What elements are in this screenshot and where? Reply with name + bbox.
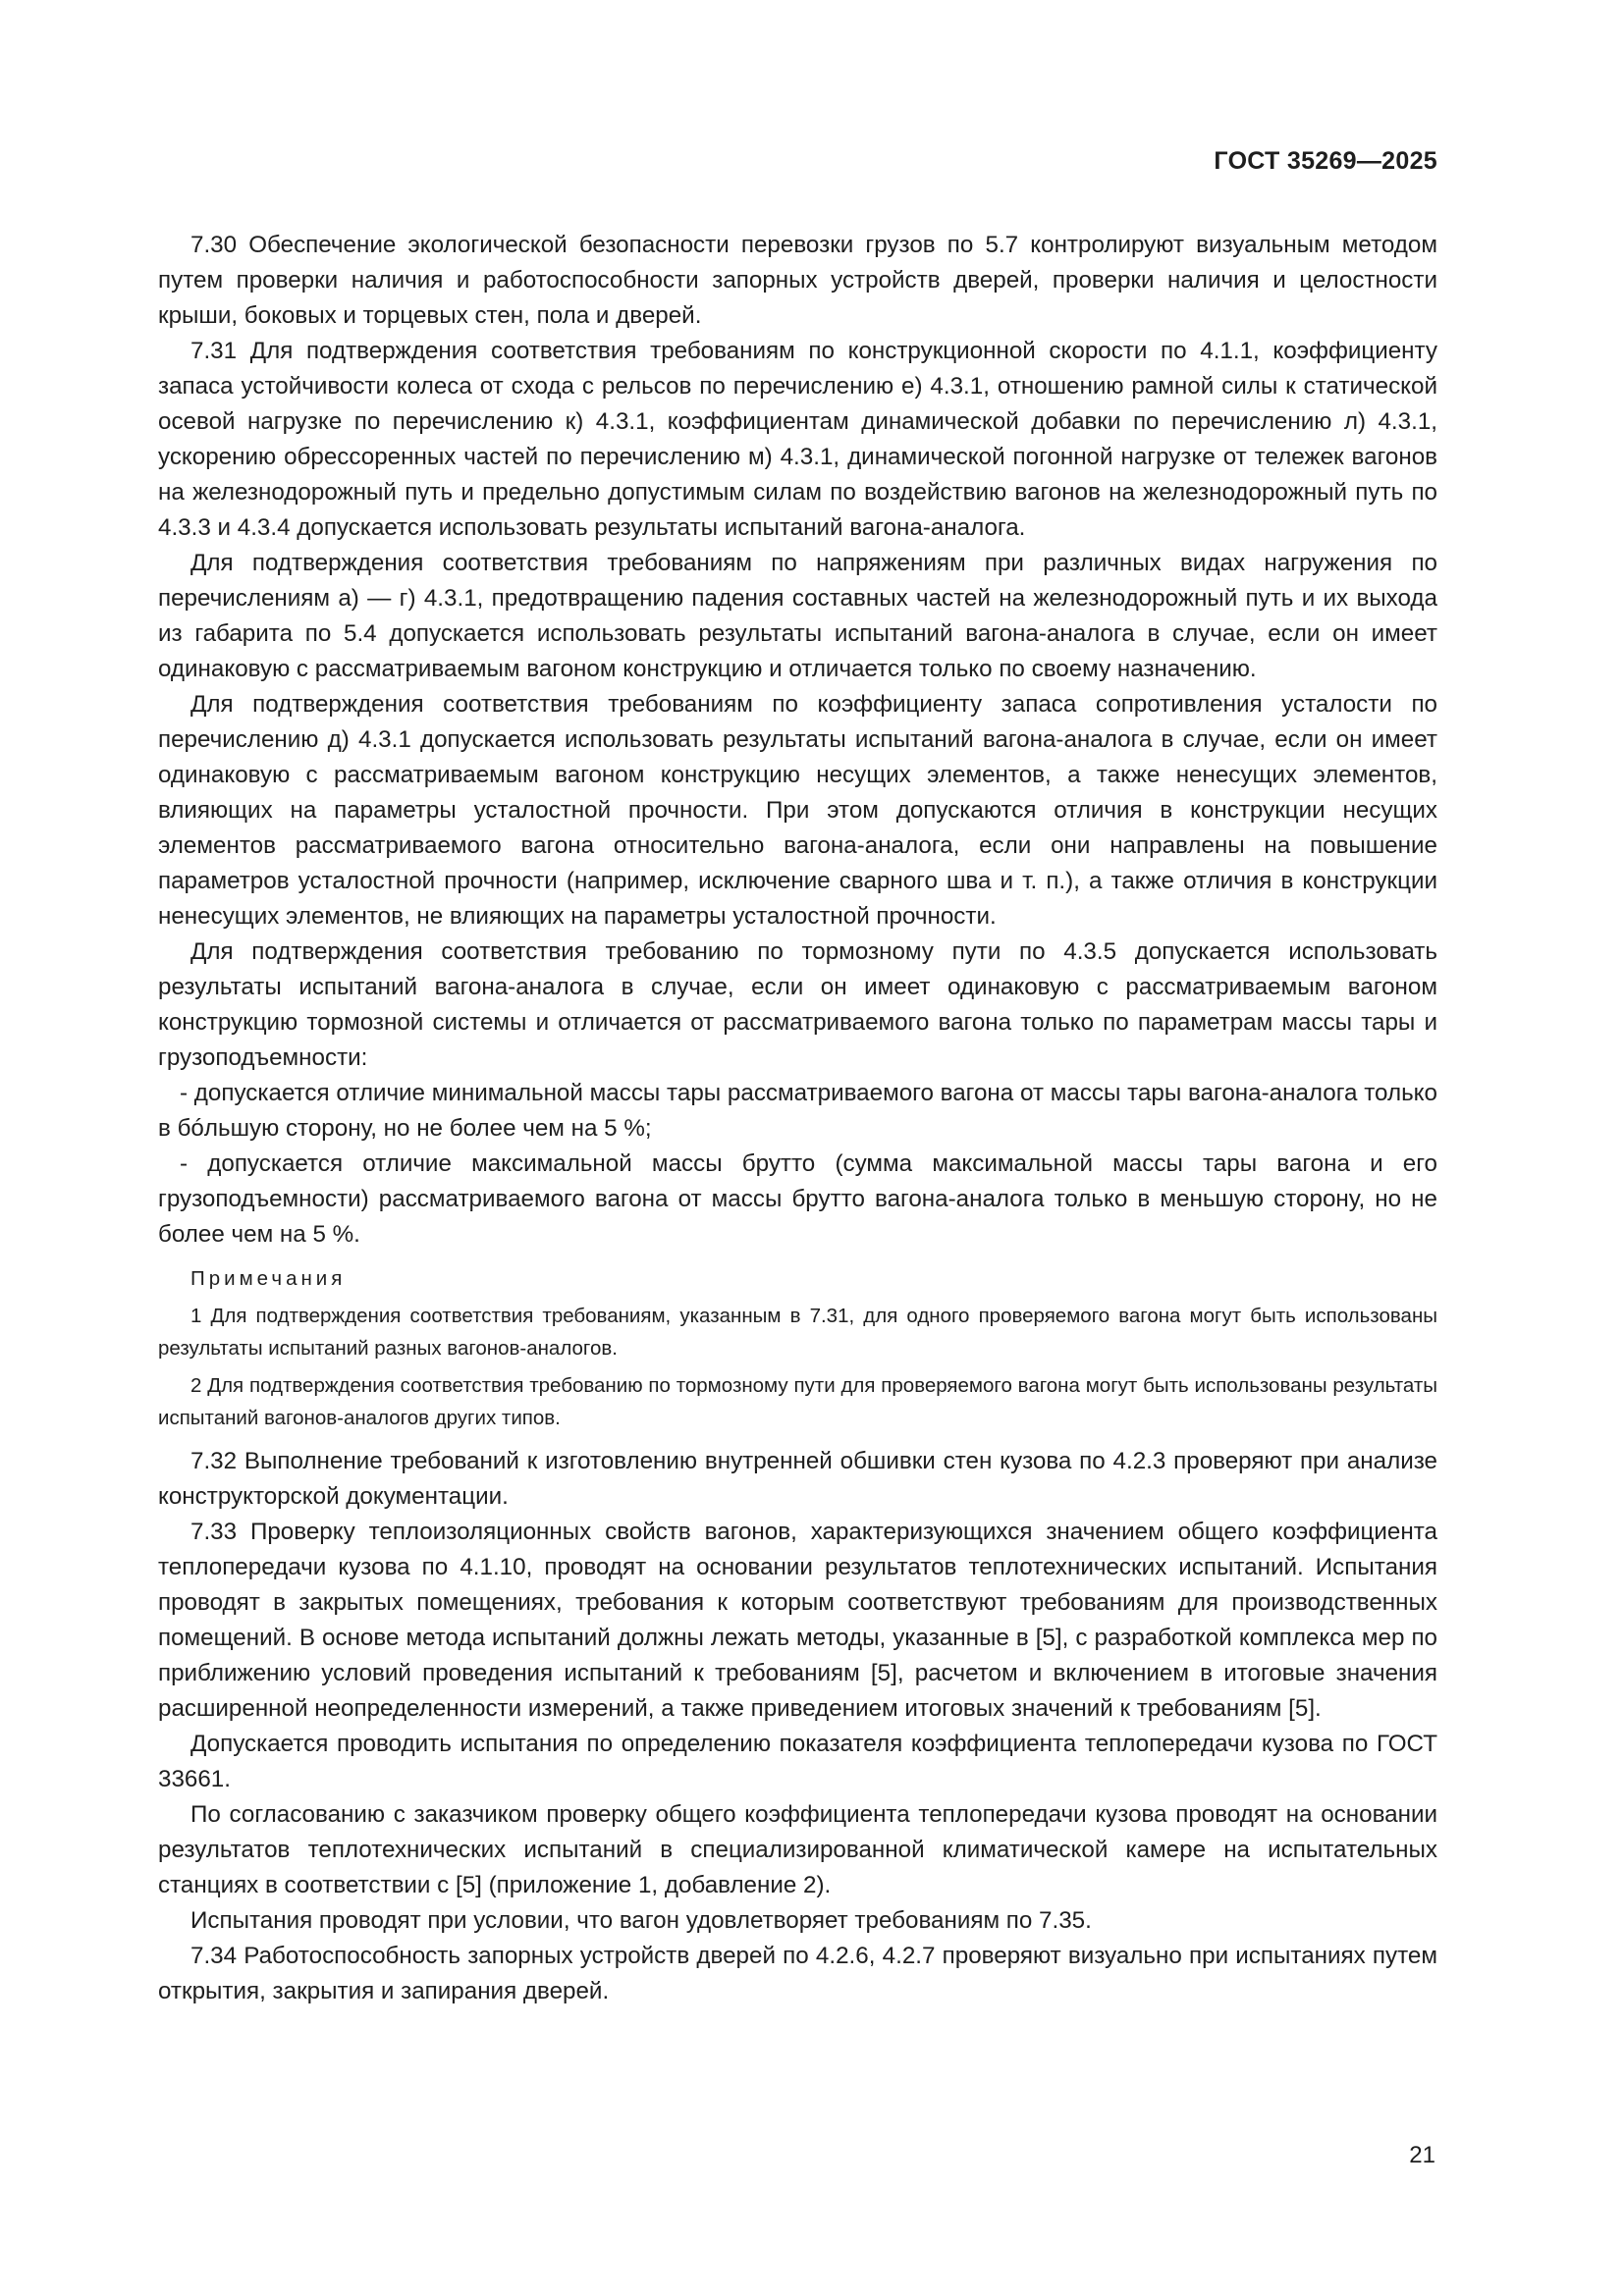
note-1: 1 Для подтверждения соответствия требованиям, указанным в 7.31, для одного проверяемого вагона могут быть использованы результаты испытаний разных вагонов-аналогов. bbox=[158, 1305, 1437, 1360]
document-code: ГОСТ 35269—2025 bbox=[1214, 147, 1437, 175]
list-item-tare-mass: - допускается отличие минимальной массы тары рассматриваемого вагона от массы тары вагона-аналога только в бóльшую сторону, но не более чем на 5 %; bbox=[158, 1080, 1437, 1142]
paragraph-7-33: 7.33 Проверку теплоизоляционных свойств вагонов, характеризующихся значением общего коэффициента теплопередачи кузова по 4.1.10, проводят на основании результатов теплотехнических испытаний. Испытания проводят в закрытых помещениях, требования к которым соответствуют требованиям для производственных помещений. В основе метода испытаний должны лежать методы, указанные в [5], с разработкой комплекса мер по приближению условий проведения испытаний к требованиям [5], расчетом и включением в итоговые значения расширенной неопределенности измерений, а также приведением итоговых значений к требованиям [5]. bbox=[158, 1519, 1437, 1722]
paragraph-fatigue-resistance: Для подтверждения соответствия требованиям по коэффициенту запаса сопротивления усталости по перечислению д) 4.3.1 допускается использовать результаты испытаний вагона-аналога в случае, если он имеет одинаковую с рассматриваемым вагоном конструкцию несущих элементов, а также ненесущих элементов, влияющих на параметры усталостной прочности. При этом допускаются отличия в конструкции несущих элементов рассматриваемого вагона относительно вагона-аналога, если они направлены на повышение параметров усталостной прочности (например, исключение сварного шва и т. п.), а также отличия в конструкции ненесущих элементов, не влияющих на параметры усталостной прочности. bbox=[158, 691, 1437, 930]
document-body bbox=[158, 228, 1437, 2009]
notes-title: Примечания bbox=[190, 1267, 347, 1290]
list-item-gross-mass: - допускается отличие максимальной массы брутто (сумма максимальной массы тары вагона и его грузоподъемности) рассматриваемого вагона от массы брутто вагона-аналога только в меньшую сторону, но не более чем на 5 %. bbox=[158, 1150, 1437, 1248]
paragraph-7-32: 7.32 Выполнение требований к изготовлению внутренней обшивки стен кузова по 4.2.3 проверяют при анализе конструкторской документации. bbox=[158, 1448, 1437, 1510]
paragraph-test-condition: Испытания проводят при условии, что вагон удовлетворяет требованиям по 7.35. bbox=[190, 1907, 1092, 1934]
paragraph-7-34: 7.34 Работоспособность запорных устройств дверей по 4.2.6, 4.2.7 проверяют визуально при испытаниях путем открытия, закрытия и запирания дверей. bbox=[158, 1943, 1437, 2004]
paragraph-gost-33661: Допускается проводить испытания по определению показателя коэффициента теплопередачи кузова по ГОСТ 33661. bbox=[158, 1731, 1437, 1792]
paragraph-braking-distance: Для подтверждения соответствия требованию по тормозному пути по 4.3.5 допускается использовать результаты испытаний вагона-аналога в случае, если он имеет одинаковую с рассматриваемым вагоном конструкцию тормозной системы и отличается от рассматриваемого вагона только по параметрам массы тары и грузоподъемности: bbox=[158, 938, 1437, 1071]
page-number: 21 bbox=[1409, 2142, 1435, 2168]
note-2: 2 Для подтверждения соответствия требованию по тормозному пути для проверяемого вагона могут быть использованы результаты испытаний вагонов-аналогов других типов. bbox=[158, 1374, 1437, 1429]
paragraph-7-31: 7.31 Для подтверждения соответствия требованиям по конструкционной скорости по 4.1.1, коэффициенту запаса устойчивости колеса от схода с рельсов по перечислению е) 4.3.1, отношению рамной силы к статической осевой нагрузке по перечислению к) 4.3.1, коэффициентам динамической добавки по перечислению л) 4.3.1, ускорению обрессоренных частей по перечислению м) 4.3.1, динамической погонной нагрузке от тележек вагонов на железнодорожный путь и предельно допустимым силам по воздействию вагонов на железнодорожный путь по 4.3.3 и 4.3.4 допускается использовать результаты испытаний вагона-аналога. bbox=[158, 338, 1437, 541]
notes-block bbox=[158, 1262, 1437, 1434]
paragraph-7-30: 7.30 Обеспечение экологической безопасности перевозки грузов по 5.7 контролируют визуальным методом путем проверки наличия и работоспособности запорных устройств дверей, проверки наличия и целостности крыши, боковых и торцевых стен, пола и дверей. bbox=[158, 232, 1437, 329]
paragraph-stress-loading: Для подтверждения соответствия требованиям по напряжениям при различных видах нагружения по перечислениям а) — г) 4.3.1, предотвращению падения составных частей на железнодорожный путь и их выхода из габарита по 5.4 допускается использовать результаты испытаний вагона-аналога в случае, если он имеет одинаковую с рассматриваемым вагоном конструкцию и отличается только по своему назначению. bbox=[158, 550, 1437, 682]
paragraph-climate-chamber: По согласованию с заказчиком проверку общего коэффициента теплопередачи кузова проводят на основании результатов теплотехнических испытаний в специализированной климатической камере на испытательных станциях в соответствии с [5] (приложение 1, добавление 2). bbox=[158, 1801, 1437, 1898]
